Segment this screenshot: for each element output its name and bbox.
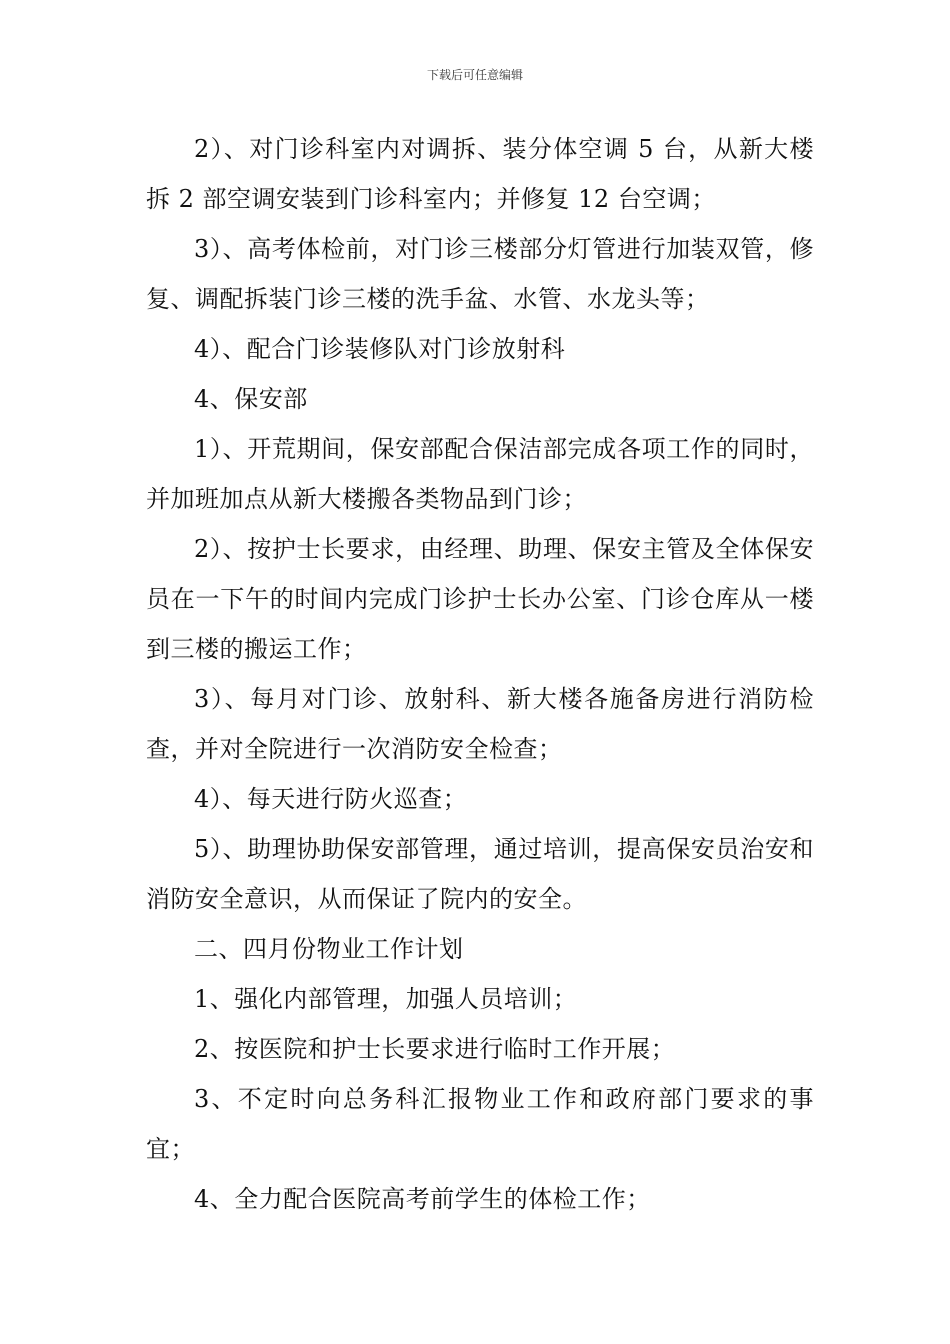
paragraph-plan-item-3: 3、不定时向总务科汇报物业工作和政府部门要求的事宜； [146, 1085, 814, 1163]
paragraph-security-item-4: 4）、每天进行防火巡查； [194, 785, 468, 813]
paragraph-security-item-1: 1）、开荒期间，保安部配合保洁部完成各项工作的同时，并加班加点从新大楼搬各类物品到门诊； [146, 435, 814, 513]
paragraph-plan-item-4: 4、全力配合医院高考前学生的体检工作； [194, 1185, 651, 1213]
paragraph-aircon-relocation: 2）、对门诊科室内对调拆、装分体空调 5 台，从新大楼拆 2 部空调安装到门诊科室内；并修复 12 台空调； [146, 135, 814, 213]
paragraph-plan-item-1: 1、强化内部管理，加强人员培训； [194, 985, 578, 1013]
paragraph-security-item-3: 3）、每月对门诊、放射科、新大楼各施备房进行消防检查，并对全院进行一次消防安全检查； [146, 685, 814, 763]
page-header: 下载后可任意编辑 [426, 68, 523, 82]
paragraph-plan-item-2: 2、按医院和护士长要求进行临时工作开展； [194, 1035, 676, 1063]
paragraph-security-item-5: 5）、助理协助保安部管理，通过培训，提高保安员治安和消防安全意识，从而保证了院内的安全。 [146, 835, 814, 913]
document-body [146, 124, 814, 1224]
paragraph-security-item-2: 2）、按护士长要求，由经理、助理、保安主管及全体保安员在一下午的时间内完成门诊护士长办公室、门诊仓库从一楼到三楼的搬运工作； [146, 535, 814, 663]
paragraph-radiology-renovation: 4）、配合门诊装修队对门诊放射科 [194, 335, 566, 363]
section-heading-april-plan: 二、四月份物业工作计划 [194, 935, 464, 963]
paragraph-lighting-plumbing: 3）、高考体检前，对门诊三楼部分灯管进行加装双管，修复、调配拆装门诊三楼的洗手盆、水管、水龙头等； [146, 235, 814, 313]
section-heading-security: 4、保安部 [194, 385, 308, 413]
